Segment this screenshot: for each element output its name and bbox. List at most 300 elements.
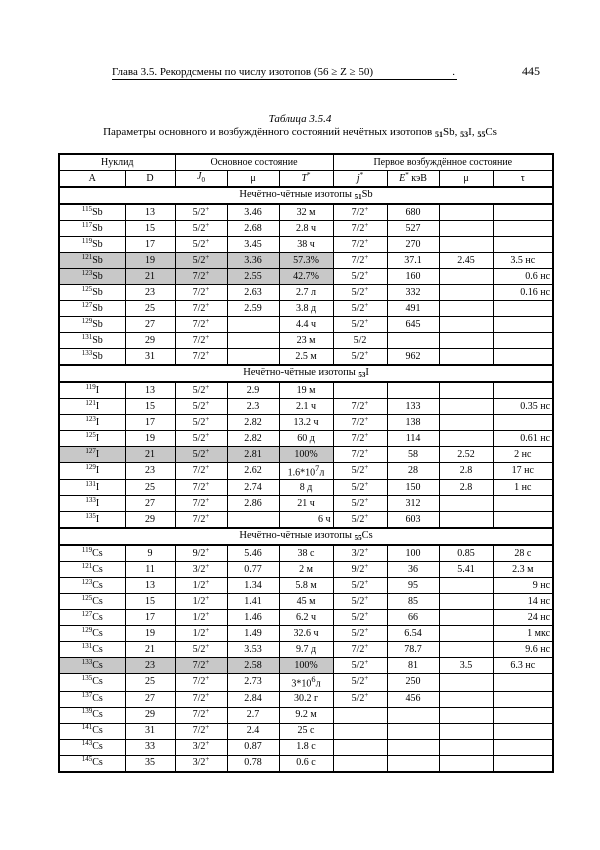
cell-element-symbol: Sb: [92, 238, 103, 250]
header-nuclide: Нуклид: [59, 154, 175, 171]
cell-element-symbol: Cs: [92, 595, 103, 607]
cell-D: 9: [125, 545, 175, 562]
cell-mass-number: 123: [81, 268, 93, 277]
cell-D: 15: [125, 594, 175, 610]
cell-j-value: 5/2: [351, 270, 365, 282]
cell-D: 13: [125, 382, 175, 399]
cell-T: [279, 642, 333, 658]
table-row: [59, 285, 553, 301]
cell-mass-number: 133: [81, 657, 93, 666]
section-title-z: 53: [358, 370, 366, 379]
cell-J0: [175, 463, 227, 480]
caption-element-sep: ,: [471, 126, 478, 138]
cell-D: 35: [125, 755, 175, 772]
cell-D: 13: [125, 578, 175, 594]
cell-J0: [175, 333, 227, 349]
cell-T: [279, 562, 333, 578]
cell-j: [333, 269, 387, 285]
caption-element: [477, 126, 497, 138]
cell-j: [333, 562, 387, 578]
cell-mass-number: 129: [81, 316, 93, 325]
cell-J0-parity: +: [205, 430, 210, 439]
cell-j-parity: +: [364, 236, 369, 245]
table-row: [59, 447, 553, 463]
cell-T: [279, 269, 333, 285]
cell-E: 6.54: [387, 626, 439, 642]
cell-j: [333, 723, 387, 739]
cell-J0-parity: +: [205, 755, 210, 764]
col-mu: μ: [227, 171, 279, 188]
cell-J0: [175, 674, 227, 691]
cell-mass-number: 131: [81, 641, 93, 650]
cell-j-value: 5/2: [351, 286, 365, 298]
cell-element-symbol: Cs: [92, 676, 103, 688]
cell-E: 527: [387, 221, 439, 237]
cell-mass-number: 127: [81, 300, 93, 309]
cell-T-value: 5.8 м: [295, 579, 317, 591]
cell-J0-parity: +: [205, 707, 210, 716]
cell-T-value: 19 м: [296, 384, 316, 396]
cell-D: 23: [125, 463, 175, 480]
cell-T: [279, 496, 333, 512]
cell-T: [279, 349, 333, 366]
cell-mu: 1.34: [227, 578, 279, 594]
cell-mass-number: 135: [81, 674, 93, 683]
cell-D: 17: [125, 415, 175, 431]
cell-mu-excited: [439, 496, 493, 512]
cell-E: 37.1: [387, 253, 439, 269]
cell-element-symbol: Sb: [92, 302, 103, 314]
cell-T-value: 2.1 ч: [296, 400, 317, 412]
cell-nuclide: [59, 691, 125, 707]
cell-element-symbol: I: [95, 384, 100, 396]
cell-E: 78.7: [387, 642, 439, 658]
cell-nuclide: [59, 317, 125, 333]
cell-nuclide: [59, 447, 125, 463]
table-row: [59, 578, 553, 594]
cell-E: 332: [387, 285, 439, 301]
cell-T-value: 60 д: [297, 432, 315, 444]
cell-J0-parity: +: [205, 691, 210, 700]
cell-j: [333, 674, 387, 691]
cell-T-value: 21 ч: [297, 497, 315, 509]
cell-E: 250: [387, 674, 439, 691]
cell-J0-value: 7/2: [192, 659, 206, 671]
cell-D: 27: [125, 691, 175, 707]
cell-E: 95: [387, 578, 439, 594]
cell-T-unit: л: [319, 467, 325, 479]
cell-E: [387, 739, 439, 755]
cell-J0-parity: +: [205, 739, 210, 748]
cell-element-symbol: I: [95, 513, 100, 525]
cell-T-value: 25 с: [297, 725, 315, 737]
cell-mass-number: 131: [85, 479, 96, 488]
cell-j-parity: +: [364, 495, 369, 504]
cell-T: [279, 415, 333, 431]
page-number: 445: [522, 64, 540, 78]
cell-T-value: 1.8 с: [296, 741, 316, 753]
cell-j-parity: +: [364, 414, 369, 423]
cell-element-symbol: Sb: [92, 350, 103, 362]
cell-mu: [227, 349, 279, 366]
cell-j-parity: +: [364, 641, 369, 650]
cell-j-parity: +: [364, 593, 369, 602]
cell-mu-excited: [439, 415, 493, 431]
cell-element-symbol: Cs: [92, 725, 103, 737]
running-head: [112, 66, 457, 80]
table-row: [59, 463, 553, 480]
cell-nuclide: [59, 431, 125, 447]
cell-J0-value: 7/2: [192, 709, 206, 721]
cell-mu: 5.46: [227, 545, 279, 562]
cell-tau: 3.5 нс: [493, 253, 553, 269]
cell-j-value: 5/2: [351, 611, 365, 623]
col-tau: τ: [493, 171, 553, 188]
caption-element-z: 53: [460, 130, 469, 139]
cell-nuclide: [59, 399, 125, 415]
cell-D: 13: [125, 204, 175, 221]
cell-J0-value: 5/2: [192, 384, 206, 396]
cell-T: [279, 707, 333, 723]
cell-mu: 0.77: [227, 562, 279, 578]
cell-mu-excited: 2.8: [439, 480, 493, 496]
cell-T: [279, 204, 333, 221]
cell-j-value: 5/2: [351, 595, 365, 607]
cell-D: 19: [125, 253, 175, 269]
isotope-table: [58, 153, 554, 773]
caption-element-sep: ,: [454, 126, 461, 138]
cell-nuclide: [59, 707, 125, 723]
cell-j-parity: +: [364, 300, 369, 309]
table-label: Таблица 3.5.4: [268, 113, 332, 125]
cell-mass-number: 121: [81, 252, 93, 261]
cell-T-value: 2.5 м: [295, 350, 317, 362]
cell-tau: 0.16 нс: [493, 285, 553, 301]
cell-D: 21: [125, 642, 175, 658]
cell-element-symbol: Cs: [92, 627, 103, 639]
cell-E: [387, 755, 439, 772]
cell-j: [333, 642, 387, 658]
cell-element-symbol: Cs: [92, 611, 103, 623]
cell-J0: [175, 382, 227, 399]
cell-nuclide: [59, 415, 125, 431]
cell-mass-number: 129: [81, 625, 93, 634]
cell-mu-excited: [439, 739, 493, 755]
cell-E: 962: [387, 349, 439, 366]
cell-tau: [493, 707, 553, 723]
cell-j-value: 5/2: [351, 318, 365, 330]
cell-J0: [175, 691, 227, 707]
cell-nuclide: [59, 253, 125, 269]
cell-J0: [175, 204, 227, 221]
cell-J0-value: 3/2: [192, 741, 206, 753]
cell-mass-number: 123: [85, 414, 96, 423]
cell-mass-number: 125: [85, 430, 96, 439]
cell-j: [333, 658, 387, 674]
cell-T-value: 4.4 ч: [296, 318, 317, 330]
cell-tau: 1 мкс: [493, 626, 553, 642]
cell-J0: [175, 480, 227, 496]
cell-j-value: 7/2: [351, 432, 365, 444]
cell-j-value: 5/2: [353, 334, 367, 346]
cell-element-symbol: Cs: [92, 643, 103, 655]
cell-element-symbol: I: [95, 497, 100, 509]
section-header-row: [59, 187, 553, 204]
cell-j-parity: +: [364, 252, 369, 261]
cell-element-symbol: Cs: [92, 547, 103, 559]
cell-J0: [175, 642, 227, 658]
cell-nuclide: [59, 642, 125, 658]
cell-nuclide: [59, 269, 125, 285]
cell-J0: [175, 237, 227, 253]
cell-j: [333, 707, 387, 723]
cell-nuclide: [59, 578, 125, 594]
cell-T-value: 57.3%: [293, 254, 319, 266]
cell-element-symbol: I: [95, 465, 100, 477]
cell-J0-parity: +: [205, 657, 210, 666]
cell-T: [279, 480, 333, 496]
cell-mass-number: 125: [81, 284, 93, 293]
cell-T-value: 0.6 с: [296, 757, 316, 769]
cell-E: 58: [387, 447, 439, 463]
cell-element-symbol: Cs: [92, 563, 103, 575]
cell-E: 645: [387, 317, 439, 333]
table-row: [59, 204, 553, 221]
cell-E: 270: [387, 237, 439, 253]
cell-D: 23: [125, 658, 175, 674]
cell-T: [279, 545, 333, 562]
table-row: [59, 512, 553, 529]
cell-D: 25: [125, 301, 175, 317]
cell-mu: 2.4: [227, 723, 279, 739]
cell-mu: 2.62: [227, 463, 279, 480]
cell-J0: [175, 755, 227, 772]
cell-J0-value: 9/2: [192, 547, 206, 559]
caption-elements: [435, 126, 497, 138]
cell-J0-parity: +: [205, 561, 210, 570]
cell-T: [279, 594, 333, 610]
cell-T: [279, 755, 333, 772]
cell-j-parity: +: [364, 204, 369, 213]
cell-D: 31: [125, 723, 175, 739]
cell-T: [279, 739, 333, 755]
cell-mass-number: 129: [85, 463, 96, 472]
cell-j-value: 5/2: [351, 513, 365, 525]
cell-mu-excited: [439, 642, 493, 658]
cell-E: 312: [387, 496, 439, 512]
cell-nuclide: [59, 480, 125, 496]
cell-mu: 2.9: [227, 382, 279, 399]
cell-mu: 2.86: [227, 496, 279, 512]
cell-mu: [227, 317, 279, 333]
cell-j-value: 5/2: [351, 627, 365, 639]
cell-T-value: 6 ч: [317, 513, 331, 525]
cell-element-symbol: Sb: [92, 206, 103, 218]
cell-j-value: 7/2: [351, 238, 365, 250]
cell-J0: [175, 415, 227, 431]
cell-E: [387, 707, 439, 723]
cell-J0-value: 7/2: [192, 350, 206, 362]
cell-T: [279, 691, 333, 707]
cell-J0-value: 7/2: [192, 725, 206, 737]
cell-mu-excited: [439, 707, 493, 723]
cell-J0: [175, 562, 227, 578]
cell-mu: 3.46: [227, 204, 279, 221]
section-title-symbol: I: [365, 366, 369, 378]
cell-D: 15: [125, 221, 175, 237]
cell-j: [333, 447, 387, 463]
cell-element-symbol: Cs: [92, 757, 103, 769]
cell-j-parity: +: [364, 446, 369, 455]
cell-mu: 2.73: [227, 674, 279, 691]
cell-E: 603: [387, 512, 439, 529]
table-row: [59, 658, 553, 674]
cell-j-parity: +: [364, 479, 369, 488]
table-row: [59, 610, 553, 626]
cell-mu: 1.41: [227, 594, 279, 610]
cell-T: [279, 578, 333, 594]
cell-tau: 9.6 нс: [493, 642, 553, 658]
cell-mass-number: 141: [81, 723, 93, 732]
cell-mu-excited: [439, 221, 493, 237]
table-row: [59, 594, 553, 610]
cell-T: [279, 447, 333, 463]
col-T: [279, 171, 333, 188]
cell-T-exponent: 6: [311, 675, 316, 685]
cell-tau: 0.35 нс: [493, 399, 553, 415]
cell-mu-excited: 5.41: [439, 562, 493, 578]
cell-T-value: 3.8 д: [295, 302, 317, 314]
cell-T-value: 2.7 л: [296, 286, 317, 298]
cell-T-value: 38 с: [297, 547, 315, 559]
caption-element-symbol: Sb: [443, 126, 455, 138]
cell-mu: 0.87: [227, 739, 279, 755]
cell-j: [333, 237, 387, 253]
cell-J0-value: 3/2: [192, 563, 206, 575]
cell-D: 21: [125, 447, 175, 463]
cell-mu-excited: [439, 349, 493, 366]
table-row: [59, 399, 553, 415]
col-D: D: [125, 171, 175, 188]
cell-T-value: 100%: [294, 659, 318, 671]
cell-J0-value: 7/2: [192, 693, 206, 705]
cell-J0-parity: +: [205, 479, 210, 488]
section-header-row: [59, 365, 553, 382]
table-row: [59, 674, 553, 691]
cell-J0-value: 5/2: [192, 643, 206, 655]
cell-J0-value: 1/2: [192, 579, 206, 591]
cell-T-value: 30.2 г: [293, 693, 319, 705]
cell-nuclide: [59, 512, 125, 529]
cell-j: [333, 204, 387, 221]
cell-tau: 2 нс: [493, 447, 553, 463]
cell-nuclide: [59, 204, 125, 221]
cell-j: [333, 594, 387, 610]
cell-j-parity: +: [364, 348, 369, 357]
col-T-sup: *: [307, 170, 311, 179]
cell-J0-parity: +: [205, 382, 210, 391]
cell-mu: 2.3: [227, 399, 279, 415]
cell-nuclide: [59, 626, 125, 642]
col-E-sup: *: [405, 170, 409, 179]
cell-T-value: 3*10: [291, 678, 312, 690]
cell-mu: [227, 333, 279, 349]
cell-J0-value: 7/2: [192, 513, 206, 525]
cell-J0-value: 1/2: [192, 611, 206, 623]
col-E-unit: кэВ: [408, 172, 427, 184]
cell-J0-parity: +: [205, 220, 210, 229]
cell-mass-number: 127: [85, 446, 96, 455]
cell-tau: 14 нс: [493, 594, 553, 610]
col-J0: [175, 171, 227, 188]
cell-nuclide: [59, 301, 125, 317]
cell-j-value: 5/2: [351, 497, 365, 509]
cell-j: [333, 545, 387, 562]
cell-J0-parity: +: [205, 446, 210, 455]
cell-tau: [493, 415, 553, 431]
cell-mass-number: 121: [85, 398, 96, 407]
cell-mu: 0.78: [227, 755, 279, 772]
cell-J0: [175, 739, 227, 755]
cell-J0-parity: +: [205, 414, 210, 423]
cell-D: 27: [125, 317, 175, 333]
cell-j: [333, 333, 387, 349]
table-row: [59, 739, 553, 755]
cell-T: [279, 512, 333, 529]
col-A: A: [59, 171, 125, 188]
cell-mu-excited: [439, 382, 493, 399]
cell-j-parity: +: [364, 316, 369, 325]
cell-E: 100: [387, 545, 439, 562]
cell-mass-number: 119: [81, 545, 93, 554]
cell-mu: [227, 512, 279, 529]
cell-mu-excited: [439, 204, 493, 221]
cell-J0-value: 3/2: [192, 757, 206, 769]
cell-J0: [175, 253, 227, 269]
cell-J0-value: 5/2: [192, 238, 206, 250]
cell-J0: [175, 301, 227, 317]
cell-T-value: 38 ч: [297, 238, 315, 250]
cell-j-value: 7/2: [351, 416, 365, 428]
cell-J0-parity: +: [205, 252, 210, 261]
cell-J0: [175, 431, 227, 447]
cell-D: 19: [125, 431, 175, 447]
cell-J0-parity: +: [205, 463, 210, 472]
cell-mu: 3.45: [227, 237, 279, 253]
cell-mu-excited: [439, 594, 493, 610]
column-header-row: [59, 171, 553, 188]
cell-T-value: 1.6*10: [287, 467, 316, 479]
cell-D: 33: [125, 739, 175, 755]
cell-mu-excited: 2.45: [439, 253, 493, 269]
cell-nuclide: [59, 221, 125, 237]
cell-mass-number: 119: [81, 236, 93, 245]
cell-J0-parity: +: [205, 609, 210, 618]
cell-mass-number: 121: [81, 561, 93, 570]
cell-nuclide: [59, 562, 125, 578]
cell-J0: [175, 512, 227, 529]
cell-J0-parity: +: [205, 204, 210, 213]
col-J0-sub: 0: [201, 176, 205, 184]
cell-J0-parity: +: [205, 545, 210, 554]
cell-mu-excited: [439, 333, 493, 349]
cell-J0-value: 5/2: [192, 222, 206, 234]
cell-J0-parity: +: [205, 593, 210, 602]
cell-mu-excited: [439, 691, 493, 707]
section-title-text: Нечётно-чётные изотопы: [239, 529, 355, 541]
cell-nuclide: [59, 463, 125, 480]
cell-j: [333, 415, 387, 431]
